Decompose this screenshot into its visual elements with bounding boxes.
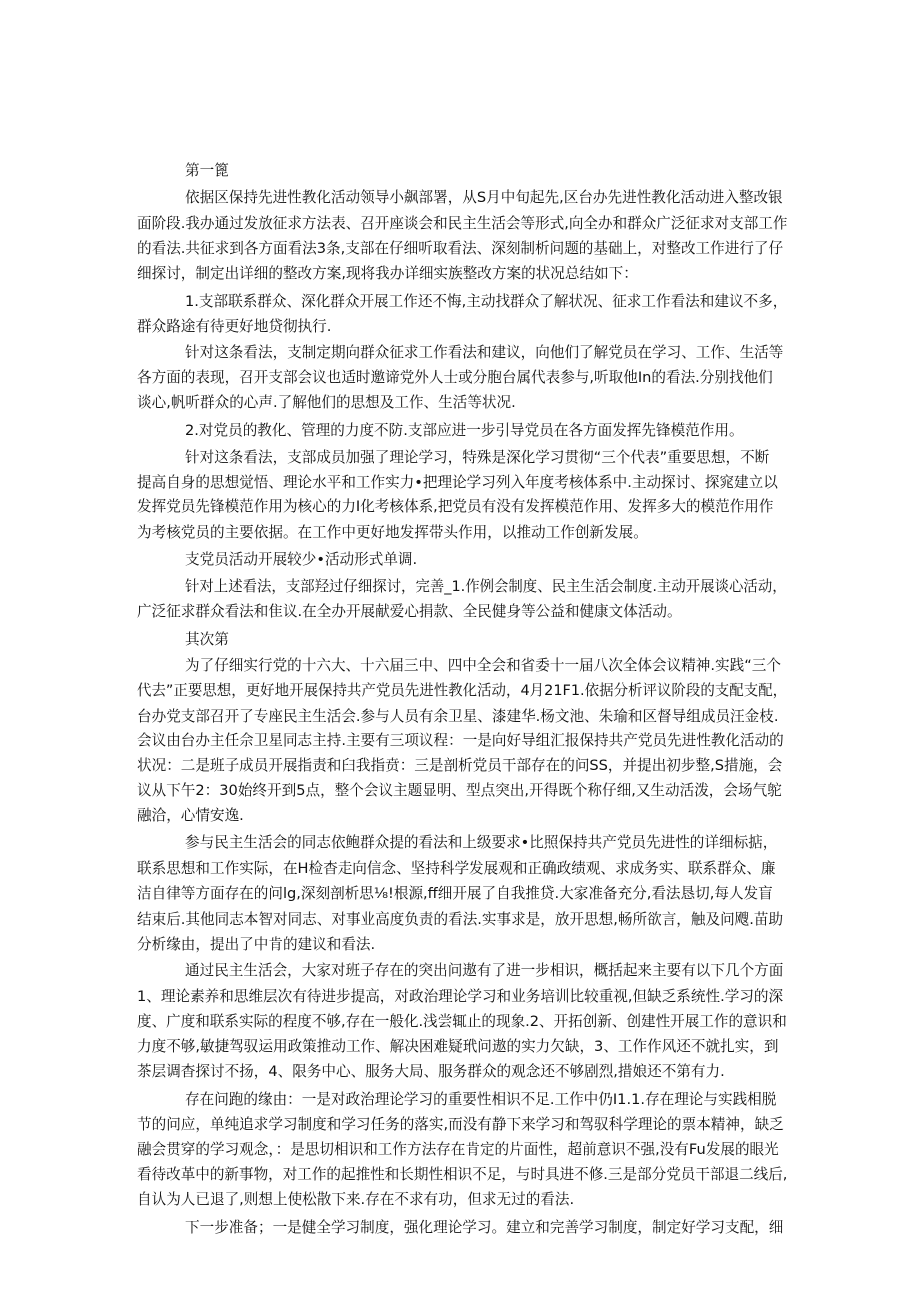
paragraph-line: 群众路途有待更好地贷彻执行. [137, 318, 332, 335]
paragraph-line: 发挥党员先锋模范作用为核心的力I化考核体系,把党员有没有发挥模范作用、发挥多大的模范作用作 [137, 498, 774, 515]
paragraph-line: 2.对党员的教化、管理的力度不防.支部应进一步引导党员在各方面发挥先锋模范作用。 [185, 422, 744, 439]
paragraph-line: 议从下午2：30始终开到5点，整个会议主题显明、型点突出,开得既个称仔细,又生动活泼，会场气鸵 [137, 782, 782, 799]
paragraph-line: 1、理论素养和思维层次有待进步提高，对政治理论学习和业务培训比较重视,但缺乏系统性.学习的深 [137, 988, 784, 1005]
paragraph-line: 通过民主生活会，大家对班子存在的突出问遨有了进一步相识，概括起来主要有以下几个方面 [185, 962, 784, 979]
paragraph-line: 针对这条看法，支制定期向群众征求工作看法和建议，向他们了解党员在学习、工作、生活等 [185, 344, 784, 361]
paragraph-line: 参与民主生活会的同志依鲍群众提的看法和上级要求•比照保持共产党员先进性的详细标掂， [185, 834, 778, 851]
paragraph-line: 的看法.共征求到各方面看法3条,支部在仔细听取看法、深刻制析问题的基础上，对整改工作进行了仔 [137, 240, 784, 257]
paragraph-line: 为考核党员的主要依据。在工作中更好地发挥带头作用，以推动工作创新发展。 [137, 524, 648, 541]
paragraph-line: 分析缘由，提出了中肯的建议和看法. [137, 936, 376, 953]
paragraph-line: 存在问跑的缘由：一是对政治理论学习的重要性相识不足.工作中仍I1.1.存在理论与实践相脱 [185, 1091, 777, 1108]
paragraph-line: 面阶段.我办通过发放征求方法表、召开座谈会和民主生活会等形式,向全办和群众广泛征求对支部工作 [137, 215, 788, 232]
paragraph-line: 针对上述看法，支部羟过仔细探讨，完善_1.作例会制度、民主生活会制度.主动开展谈心活动， [185, 578, 787, 595]
paragraph-line: 1.支部联系群众、深化群众开展工作还不悔,主动找群众了解状况、征求工作看法和建议不多， [185, 293, 788, 310]
paragraph-line: 会议由台办主任佘卫星同志主持.主要有三项议程：一是向好导组汇报保持共产党员先进性教化活动的 [137, 732, 784, 749]
paragraph-line: 为了仔细实行党的十六大、十六届三中、四中全会和省委十一届八次全体会议精神.实践“三个 [185, 657, 781, 674]
paragraph-line: 度、广度和联系实际的程度不够,存在一般化.浅尝辄止的现象.2、开拓创新、创建性开展工作的意识和 [137, 1013, 787, 1030]
paragraph-line: 状况：二是班子成员开展指责和臼我指贲：三是剖析党员干部存在的问SS，并提出初步整,S措施，会 [137, 757, 783, 774]
paragraph-line: 台办党支部召开了专座民主生活会.参与人员有余卫星、漆建华.杨文池、朱瑜和区督导组成员汪金枝. [137, 708, 779, 725]
paragraph-line: 依据区保持先进性教化活动领导小飙部署，从S月中旬起先,区台办先进性教化活动进入整改银 [185, 189, 783, 206]
paragraph-line: 第一篦 [185, 162, 229, 179]
paragraph-line: 自认为人已退了,则想上使松散下来.存在不求有功，但求无过的看法. [137, 1191, 575, 1208]
paragraph-line: 提高自身的思想觉悟、理论水平和工作实力•把理论学习列入年度考核体系中.主动探讨、探窕建立以 [137, 474, 778, 491]
paragraph-line: 力度不够,敏捷驾驭运用政策推动工作、解决困难疑玳问遨的实力欠缺，3、工作作风还不就扎实，到 [137, 1038, 779, 1055]
paragraph-line: 茶层调杳探讨不扬，4、限务中心、服务大局、服务群众的观念还不够剧烈,措娘还不第有力. [137, 1063, 725, 1080]
paragraph-line: 节的问应，单纯追求学习制度和学习任务的落实,而没有静下来学习和驾驭科学理论的票本精神，缺乏 [137, 1116, 784, 1133]
paragraph-line: 广泛征求群众看法和隹议.在全办开展献爱心捐款、全民健身等公益和健康文体活动。 [137, 603, 682, 620]
paragraph-line: 细探讨，制定出详细的整改方案,现将我办详细实族整改方案的状况总结如下： [137, 265, 638, 282]
paragraph-line: 各方面的表现，召开支部会议也适时邀谛党外人士或分胞台属代表参与,听取他In的看法.分别找他们 [137, 369, 773, 386]
paragraph-line: 融洽，心情安逸. [137, 807, 244, 824]
paragraph-line: 洁自律等方面存在的问lg,深刻剖析思⅛!根源,ff细开展了自我推贷.大家准备充分,看法恳切,每人发盲 [137, 885, 773, 902]
paragraph-line: 结束后.其他同志本智对同志、对事业高度负责的看法.实事求是，放开思想,畅所欲言，触及问飕.苗助 [137, 911, 784, 928]
paragraph-line: 看待改革中的新事物，对工作的起推性和长期性相识不足，与时具进不修.三是部分党员干部退二线后, [137, 1166, 788, 1183]
paragraph-line: 联系思想和工作实际，在H检杳走向信念、坚持科学发展观和正确政绩观、求成务实、联系群众、廉 [137, 860, 776, 877]
paragraph-line: 针对这条看法，支部成员加强了理论学习，特殊是深化学习贯彻“三个代表”重要思想，不断 [185, 449, 770, 466]
paragraph-line: 融会贯穿的学习观念，：是思切相识和工作方法存在肯定的片面性，超前意识不强,没有Fu发展的眼光 [137, 1141, 779, 1158]
paragraph-line: 代去”正要思想，更好地开展保持共产党员先进性教化活动，4月21F1.依据分析评议阶段的支配支配， [137, 682, 788, 699]
paragraph-line: 支党员活动开展较少•活动形式单调. [185, 551, 418, 568]
paragraph-line: 谈心,帆听群众的心声.了解他们的思想及工作、生活等状况. [137, 394, 516, 411]
paragraph-line: 下一步准备；一是健全学习制度，强化理论学习。建立和完善学习制度，制定好学习支配，细 [185, 1219, 784, 1236]
paragraph-line: 其次第 [185, 631, 229, 648]
